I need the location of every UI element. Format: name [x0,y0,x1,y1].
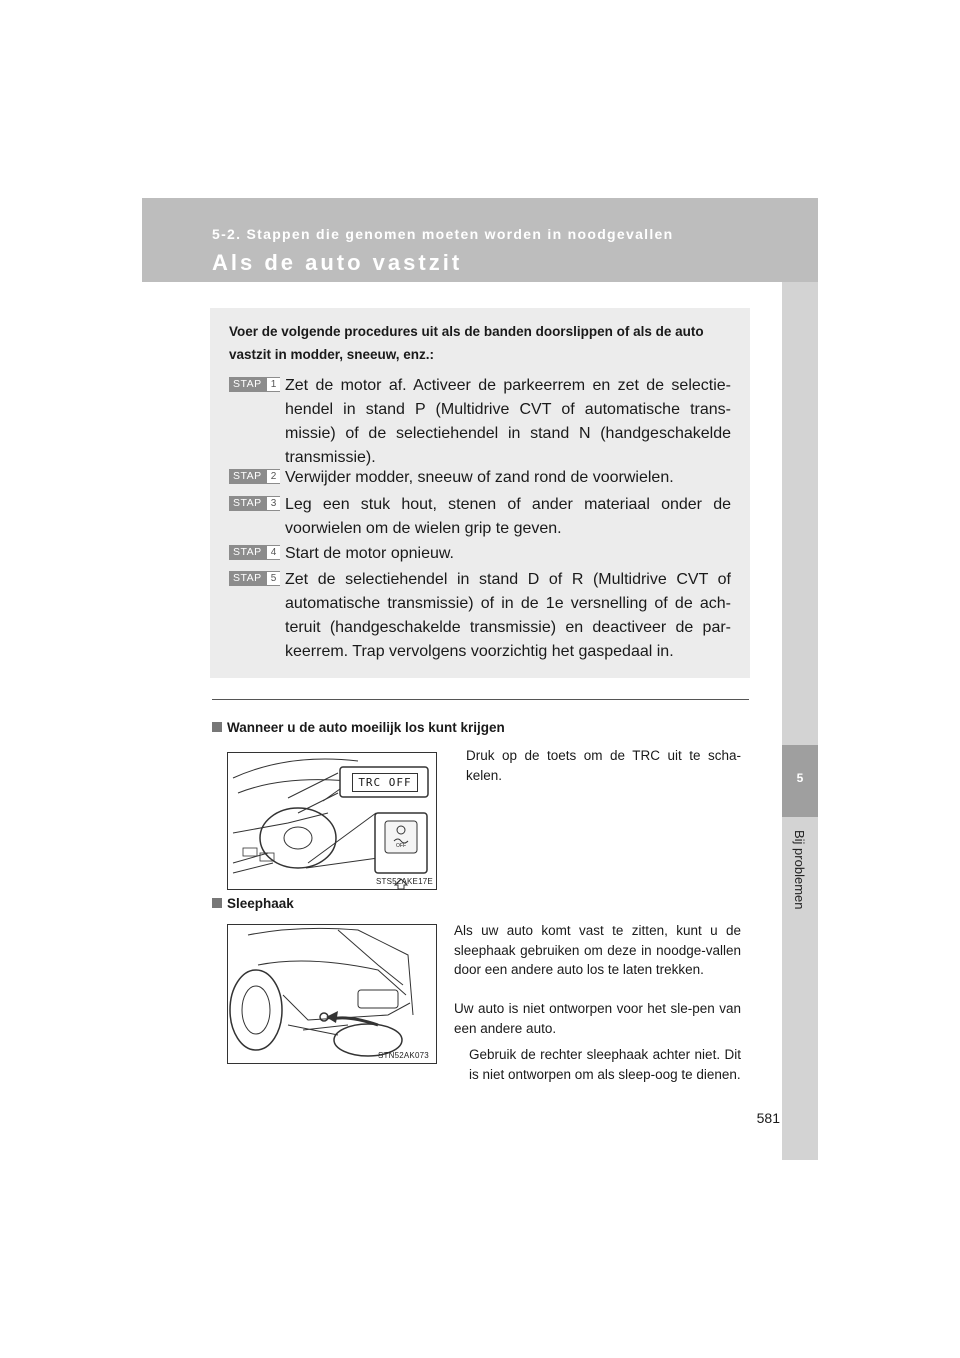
step-badge [229,545,280,560]
step-badge [229,469,280,484]
step-badge [229,496,280,511]
step-badge-number: 1 [267,378,280,391]
section-heading-trc [212,720,505,735]
step-3 [229,493,731,541]
step-text: Leg een stuk hout, stenen of ander materiaal onder de voorwielen om de wielen grip te geven. [285,496,731,537]
chapter-side-tab [782,282,818,1160]
chapter-number: 5 [796,771,804,785]
step-badge-number: 4 [267,546,280,559]
step-2 [229,466,731,490]
chapter-title-text: Bij problemen [792,830,807,910]
tow-hook-note: Gebruik de rechter sleephaak achter niet. Dit is niet ontworpen om als sleep-oog te dienen. [469,1047,741,1082]
step-5 [229,568,731,664]
step-text: Verwijder modder, sneeuw of zand rond de voorwielen. [285,469,674,486]
step-badge-label: STAP [233,378,262,390]
page-number: 581 [756,1110,780,1126]
step-badge-label: STAP [233,497,262,509]
step-badge-label: STAP [233,546,262,558]
tow-hook-warning: Uw auto is niet ontworpen voor het sle-pen van een andere auto. [454,1001,741,1036]
section-divider [212,699,749,700]
section-heading-tow-hook [212,896,294,911]
section-heading-text: Wanneer u de auto moeilijk los kunt krijgen [227,720,505,735]
trc-button-caption: OFF [396,843,406,849]
step-badge-number: 5 [267,572,280,585]
trc-off-label: TRC OFF [352,773,418,792]
step-badge [229,571,280,586]
step-4 [229,542,731,566]
step-badge-label: STAP [233,572,262,584]
tow-hook-description: Als uw auto komt vast te zitten, kunt u de sleephaak gebruiken om deze in noodge-vallen door een andere auto los te laten trekken. [454,923,741,977]
step-badge-number: 3 [267,497,280,510]
trc-figure [227,752,437,890]
section-title: 5-2. Stappen die genomen moeten worden in noodgevallen [212,226,674,242]
step-badge [229,377,280,392]
bullet-square-icon [212,898,222,908]
section-heading-text: Sleephaak [227,896,294,911]
page-title: Als de auto vastzit [212,250,463,275]
step-text: Zet de selectiehendel in stand D of R (Multidrive CVT of automatische transmissie) of in de 1e versnelling of de ach-teruit (handgeschakelde transmissie) en deactiveer de par-keerrem. Trap vervolgens voorzichtig het gaspedaal in. [285,571,731,660]
procedure-intro: Voer de volgende procedures uit als de banden doorslippen of als de auto vastzit in modder, sneeuw, enz.: [229,324,704,362]
step-badge-label: STAP [233,470,262,482]
trc-instruction: Druk op de toets om de TRC uit te scha-kelen. [466,748,741,783]
figure-code: STS52AKE17E [376,877,433,886]
bullet-square-icon [212,722,222,732]
step-text: Start de motor opnieuw. [285,545,454,562]
tow-hook-figure [227,924,437,1064]
step-text: Zet de motor af. Activeer de parkeerrem en zet de selectie-hendel in stand P (Multidrive CVT of automatische trans-missie) of de selectiehendel in stand N (handgeschakelde transmissie). [285,377,731,466]
step-badge-number: 2 [267,470,280,483]
step-1 [229,374,731,470]
figure-code: STN52AK073 [378,1051,429,1060]
